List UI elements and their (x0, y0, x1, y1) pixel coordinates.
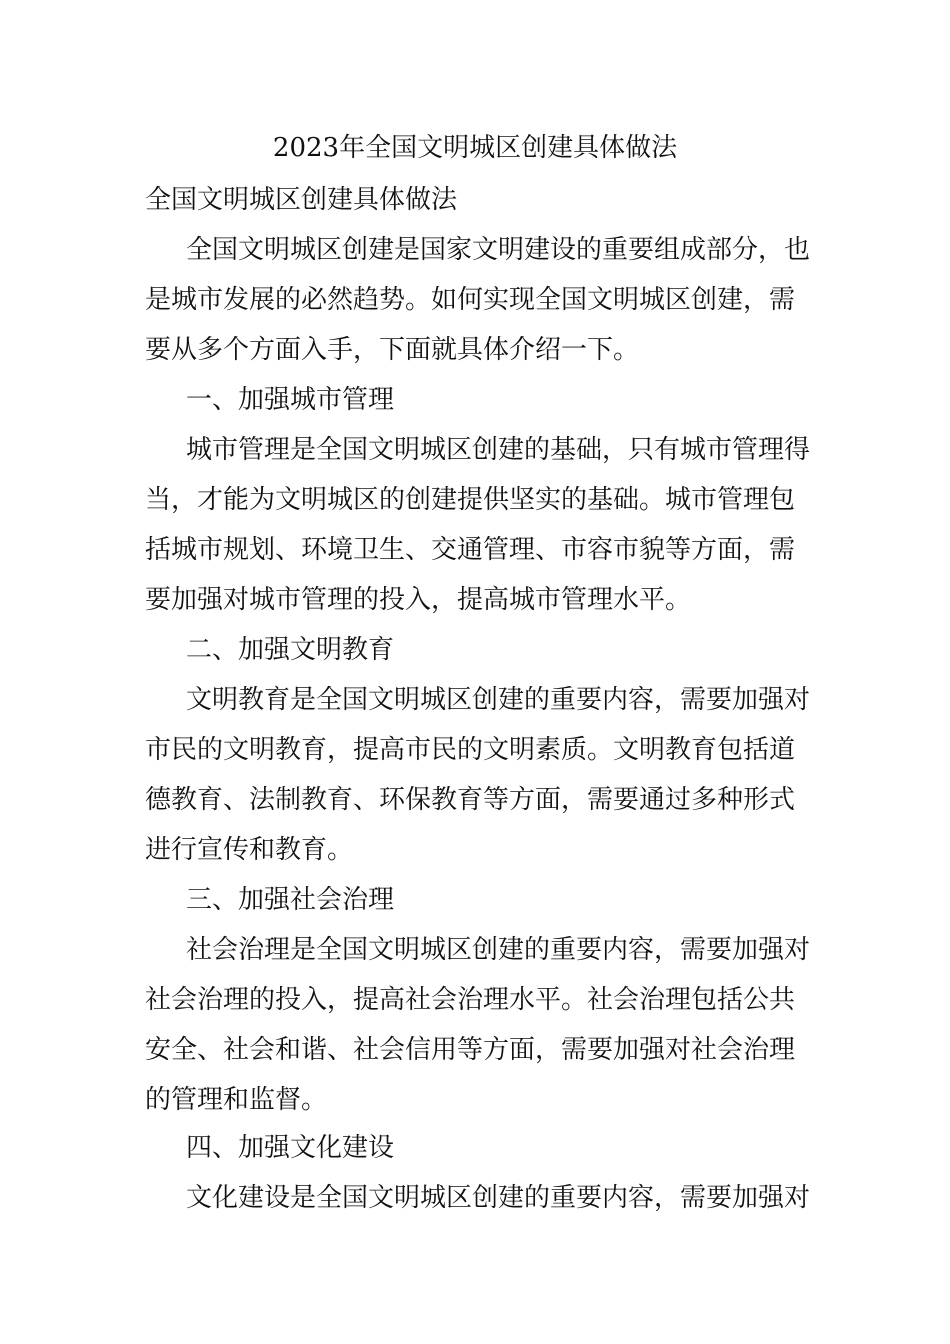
paragraph-line: 要从多个方面入手，下面就具体介绍一下。 (145, 335, 640, 365)
document-subtitle: 全国文明城区创建具体做法 (145, 185, 458, 215)
paragraph-line: 文化建设是全国文明城区创建的重要内容，需要加强对 (186, 1183, 811, 1213)
paragraph-line: 市民的文明教育，提高市民的文明素质。文明教育包括道 (145, 735, 796, 765)
paragraph-line: 德教育、法制教育、环保教育等方面，需要通过多种形式 (145, 785, 796, 815)
paragraph-line: 社会治理的投入，提高社会治理水平。社会治理包括公共 (145, 985, 796, 1015)
paragraph-line: 全国文明城区创建是国家文明建设的重要组成部分，也 (186, 235, 811, 265)
paragraph-line: 社会治理是全国文明城区创建的重要内容，需要加强对 (186, 935, 811, 965)
section-heading: 三、加强社会治理 (186, 885, 395, 915)
paragraph-line: 的管理和监督。 (145, 1085, 328, 1115)
paragraph-line: 是城市发展的必然趋势。如何实现全国文明城区创建，需 (145, 285, 796, 315)
paragraph-line: 文明教育是全国文明城区创建的重要内容，需要加强对 (186, 685, 811, 715)
paragraph-line: 当，才能为文明城区的创建提供坚实的基础。城市管理包 (145, 485, 796, 515)
section-heading: 一、加强城市管理 (186, 385, 395, 415)
paragraph-line: 安全、社会和谐、社会信用等方面，需要加强对社会治理 (145, 1035, 796, 1065)
paragraph-line: 城市管理是全国文明城区创建的基础，只有城市管理得 (186, 435, 811, 465)
section-heading: 四、加强文化建设 (186, 1133, 395, 1163)
section-heading: 二、加强文明教育 (186, 635, 395, 665)
paragraph-line: 进行宣传和教育。 (145, 835, 354, 865)
paragraph-line: 要加强对城市管理的投入，提高城市管理水平。 (145, 585, 692, 615)
paragraph-line: 括城市规划、环境卫生、交通管理、市容市貌等方面，需 (145, 535, 796, 565)
document-title: 2023年全国文明城区创建具体做法 (272, 133, 678, 163)
